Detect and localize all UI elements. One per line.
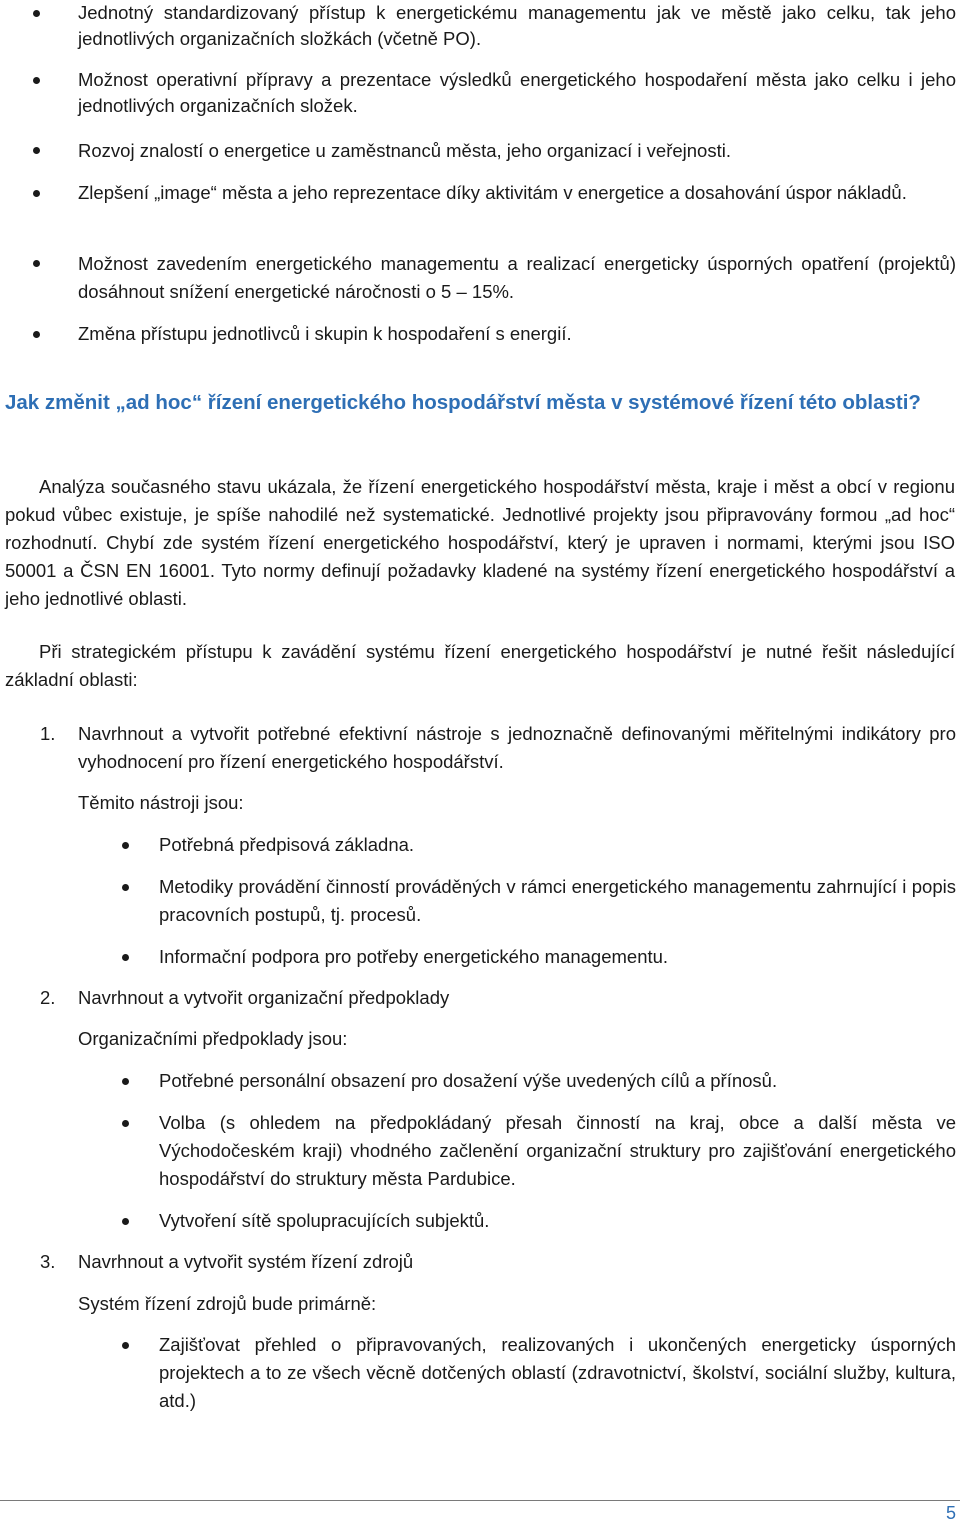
bullet-icon — [122, 1120, 129, 1127]
list-item: Informační podpora pro potřeby energetického managementu. — [159, 946, 669, 967]
bullet-icon — [122, 1218, 129, 1225]
footer-divider — [0, 1500, 960, 1501]
paragraph-text: Analýza současného stavu ukázala, že řízení energetického hospodářství města, kraje i měst a obcí v regionu pokud vůbec existuje, je spíše nahodilé než systematické. Jednotlivé projekty jsou připravovány formou „ad hoc“ rozhodnutí. Chybí zde systém řízení energetického hospodářství, který je upraven i normami, kterými jsou ISO 50001 a ČSN EN 16001. Tyto normy definují požadavky kladené na systémy řízení energetického hospodářství a jeho jednotlivé oblasti. — [5, 476, 955, 609]
bullet-icon — [122, 1342, 129, 1349]
list-item: Rozvoj znalostí o energetice u zaměstnanců města, jeho organizací i veřejnosti. — [78, 140, 731, 161]
paragraph-text: Při strategickém přístupu k zavádění systému řízení energetického hospodářství je nutné řešit následující základní oblasti: — [5, 641, 955, 690]
list-number: 1. — [40, 723, 56, 744]
list-item: Jednotný standardizovaný přístup k energetickému managementu jak ve městě jako celku, tak jeho jednotlivých organizačních složkách (včetně PO). — [78, 2, 956, 49]
bullet-icon — [33, 331, 40, 338]
bullet-icon — [33, 260, 40, 267]
list-number: 3. — [40, 1251, 56, 1272]
list-item: Potřebná předpisová základna. — [159, 834, 415, 855]
bullet-icon — [33, 190, 40, 197]
bullet-icon — [122, 954, 129, 961]
list-item: Možnost zavedením energetického managementu a realizací energeticky úsporných opatření (projektů) dosáhnout snížení energetické náročnosti o 5 – 15%. — [78, 253, 956, 302]
list-item: Zlepšení „image“ města a jeho reprezentace díky aktivitám v energetice a dosahování úspor nákladů. — [78, 182, 907, 203]
bullet-icon — [33, 147, 40, 154]
list-item: Možnost operativní přípravy a prezentace výsledků energetického hospodaření města jako celku i jeho jednotlivých organizačních složek. — [78, 69, 956, 116]
list-number: 2. — [40, 987, 56, 1008]
list-item: Zajišťovat přehled o připravovaných, realizovaných i ukončených energeticky úsporných projektech a to ze všech věcně dotčených oblastí (zdravotnictví, školství, sociální služby, kultura, atd.) — [159, 1334, 956, 1411]
list-item: Vytvoření sítě spolupracujících subjektů. — [159, 1210, 490, 1231]
sub-intro: Těmito nástroji jsou: — [78, 792, 244, 813]
page-number: 5 — [945, 1503, 956, 1523]
list-item: Metodiky provádění činností prováděných v rámci energetického managementu zahrnující i popis pracovních postupů, tj. procesů. — [159, 876, 956, 925]
list-item: Potřebné personální obsazení pro dosažení výše uvedených cílů a přínosů. — [159, 1070, 778, 1091]
paragraph-analysis — [5, 473, 955, 613]
numbered-item-text: Navrhnout a vytvořit systém řízení zdrojů — [78, 1251, 414, 1272]
bullet-icon — [122, 1078, 129, 1085]
numbered-item-text: Navrhnout a vytvořit potřebné efektivní nástroje s jednoznačně definovanými měřitelnými indikátory pro vyhodnocení pro řízení energetického hospodářství. — [78, 723, 956, 772]
list-item: Změna přístupu jednotlivců i skupin k hospodaření s energií. — [78, 323, 572, 344]
bullet-icon — [33, 77, 40, 84]
bullet-icon — [122, 842, 129, 849]
sub-intro: Organizačními předpoklady jsou: — [78, 1028, 348, 1049]
numbered-item-text: Navrhnout a vytvořit organizační předpoklady — [78, 987, 450, 1008]
paragraph-strategy — [5, 638, 955, 694]
bullet-icon — [122, 884, 129, 891]
sub-intro: Systém řízení zdrojů bude primárně: — [78, 1293, 377, 1314]
bullet-icon — [33, 10, 40, 17]
list-item: Volba (s ohledem na předpokládaný přesah činností na kraj, obce a další města ve Východočeském kraji) vhodného začlenění organizační struktury pro zajišťování energetického hospodářství do struktury města Pardubice. — [159, 1112, 956, 1189]
section-heading: Jak změnit „ad hoc“ řízení energetického hospodářství města v systémové řízení této oblasti? — [5, 391, 921, 414]
